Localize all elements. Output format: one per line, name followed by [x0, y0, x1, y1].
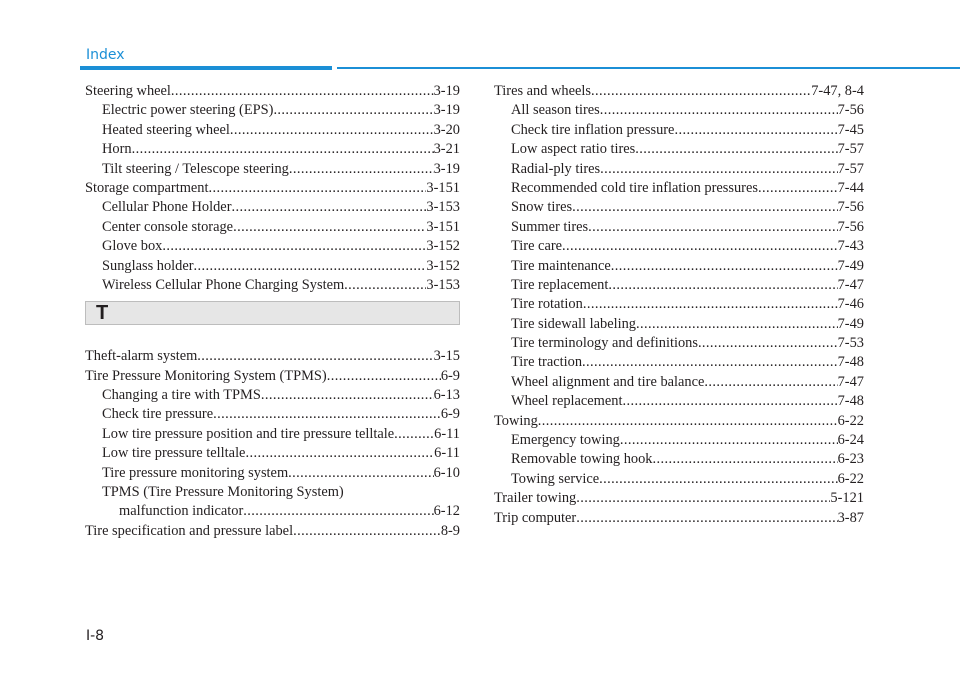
index-subentry [494, 237, 864, 256]
dot-leader [245, 444, 434, 463]
index-entry-text: Tire traction [511, 354, 583, 371]
dot-leader [582, 353, 838, 372]
dot-leader [344, 276, 426, 295]
index-entry-page: 6-11 [434, 445, 460, 462]
index-entry-page: 6-24 [837, 432, 864, 449]
index-subentry [494, 334, 864, 353]
index-entry-page: 6-23 [837, 451, 864, 468]
index-subentry [494, 353, 864, 372]
index-entry-text: Low aspect ratio tires [511, 141, 636, 158]
index-entry-text: Low tire pressure telltale [102, 445, 246, 462]
index-entry-page: 6-12 [433, 503, 460, 520]
dot-leader [327, 367, 441, 386]
index-entry-page: 3-21 [433, 141, 460, 158]
index-entry-continuation [85, 502, 460, 521]
index-entry-page: 7-49 [837, 315, 864, 332]
index-entry-text: Recommended cold tire inflation pressures [511, 179, 758, 196]
dot-leader [572, 198, 837, 217]
index-entry-text: Trailer towing [494, 490, 577, 507]
index-entry-text: Heated steering wheel [102, 121, 230, 138]
dot-leader [583, 295, 838, 314]
index-subentry [85, 405, 460, 424]
index-entry-page: 3-19 [433, 160, 460, 177]
dot-leader [674, 121, 837, 140]
dot-leader [261, 386, 434, 405]
dot-leader [599, 470, 838, 489]
index-subentry [85, 425, 460, 444]
index-subentry [85, 444, 460, 463]
index-entry [494, 412, 864, 431]
section-letter: T [96, 302, 109, 325]
index-entry-page: 7-47, 8-4 [811, 83, 864, 99]
dot-leader [600, 160, 837, 179]
left-entries-group-s [85, 82, 460, 295]
dot-leader [394, 425, 434, 444]
index-entry-text: Emergency towing [511, 432, 620, 449]
index-entry-page: 3-15 [433, 348, 460, 365]
index-entry-page: 3-87 [837, 509, 864, 526]
index-subentry [494, 276, 864, 295]
index-entry-text: Tire maintenance [511, 257, 611, 274]
dot-leader [293, 522, 441, 541]
index-entry-page: 6-9 [440, 367, 460, 384]
index-subentry [85, 276, 460, 295]
dot-leader [213, 405, 441, 424]
index-subentry [494, 160, 864, 179]
index-header-label: Index [86, 47, 125, 63]
dot-leader [162, 237, 426, 256]
index-entry-page: 7-48 [837, 354, 864, 371]
index-entry-page: 7-56 [837, 218, 864, 235]
index-entry-page: 3-152 [426, 257, 460, 274]
index-subentry [494, 315, 864, 334]
index-entry-text: Tires and wheels [494, 83, 591, 99]
index-entry-text: malfunction indicator [119, 503, 244, 520]
dot-leader [538, 412, 838, 431]
dot-leader [232, 198, 427, 217]
index-entry-text: Snow tires [511, 199, 573, 216]
index-entry-text: Wheel replacement [511, 393, 623, 410]
dot-leader [653, 450, 838, 469]
index-entry-text: Theft-alarm system [85, 348, 198, 365]
index-entry-page: 7-45 [837, 121, 864, 138]
index-entry-page: 3-20 [433, 121, 460, 138]
dot-leader [608, 276, 837, 295]
dot-leader [591, 82, 811, 101]
index-entry-text: Trip computer [494, 509, 577, 526]
index-entry [85, 367, 460, 386]
page-number: I-8 [86, 628, 105, 644]
index-subentry [494, 140, 864, 159]
dot-leader [704, 373, 837, 392]
dot-leader [171, 82, 434, 101]
dot-leader [576, 489, 830, 508]
index-subentry [494, 470, 864, 489]
index-entry-page: 7-57 [837, 141, 864, 158]
index-subentry [494, 218, 864, 237]
index-entry-page: 3-151 [426, 218, 460, 235]
index-subentry [85, 140, 460, 159]
index-entry-page: 7-53 [837, 335, 864, 352]
index-entry-text: Towing service [511, 470, 600, 487]
left-index-column [85, 82, 460, 541]
dot-leader [288, 464, 433, 483]
index-subentry [494, 257, 864, 276]
dot-leader [588, 218, 837, 237]
header-rule-thick [80, 66, 332, 70]
dot-leader [243, 502, 433, 521]
index-subentry [494, 179, 864, 198]
index-entry-page: 3-153 [426, 199, 460, 216]
index-subentry [85, 218, 460, 237]
index-entry-page: 5-121 [830, 490, 864, 507]
index-entry-text: Tilt steering / Telescope steering [102, 160, 289, 177]
index-subentry [85, 198, 460, 217]
dot-leader [635, 140, 837, 159]
index-entry-page: 7-56 [837, 199, 864, 216]
index-subentry [494, 431, 864, 450]
index-subentry [494, 101, 864, 120]
index-entry-text: Tire replacement [511, 276, 609, 293]
index-entry-text: Towing [494, 412, 538, 429]
index-entry-text: Wireless Cellular Phone Charging System [102, 276, 345, 293]
index-subentry [494, 198, 864, 217]
dot-leader [273, 101, 433, 120]
index-subentry [85, 121, 460, 140]
index-entry-text: Tire Pressure Monitoring System (TPMS) [85, 367, 327, 384]
index-entry-page: 3-151 [426, 179, 460, 196]
dot-leader [622, 392, 837, 411]
index-entry-text: Check tire inflation pressure [511, 121, 675, 138]
dot-leader [233, 218, 426, 237]
left-entries-group-t [85, 347, 460, 483]
dot-leader [620, 431, 838, 450]
index-entry-text: Radial-ply tires [511, 160, 601, 177]
index-entry [494, 489, 864, 508]
index-entry-page: 3-19 [433, 83, 460, 99]
index-entry-text: Horn [102, 141, 132, 158]
dot-leader [197, 347, 433, 366]
index-entry-text-line1: TPMS (Tire Pressure Monitoring System) [102, 484, 344, 501]
index-subentry [494, 450, 864, 469]
index-entry-page: 8-9 [440, 522, 460, 539]
index-entry-text: Sunglass holder [102, 257, 194, 274]
index-entry [85, 347, 460, 366]
index-entry-page: 3-153 [426, 276, 460, 293]
dot-leader [132, 140, 434, 159]
index-subentry [85, 386, 460, 405]
dot-leader [562, 237, 838, 256]
dot-leader [758, 179, 838, 198]
index-entry-text: All season tires [511, 102, 600, 119]
index-entry-page: 6-11 [434, 425, 460, 442]
index-entry-page: 6-9 [440, 406, 460, 423]
index-entry-page: 3-152 [426, 238, 460, 255]
index-entry-page: 7-48 [837, 393, 864, 410]
index-entry-page: 7-43 [837, 238, 864, 255]
index-subentry [494, 392, 864, 411]
dot-leader [698, 334, 838, 353]
index-entry-text: Tire terminology and definitions [511, 335, 698, 352]
index-entry-page: 7-47 [837, 373, 864, 390]
index-entry-tpms-malfunction [85, 483, 460, 522]
index-entry-text: Tire pressure monitoring system [102, 464, 289, 481]
index-entry-page: 6-10 [433, 464, 460, 481]
index-entry-text: Electric power steering (EPS) [102, 102, 274, 119]
dot-leader [636, 315, 838, 334]
index-entry-text: Center console storage [102, 218, 234, 235]
index-entry-page: 6-22 [837, 412, 864, 429]
index-entry-text: Summer tires [511, 218, 589, 235]
index-entry [85, 179, 460, 198]
index-entry-text: Check tire pressure [102, 406, 214, 423]
dot-leader [576, 509, 837, 528]
index-entry-text: Removable towing hook [511, 451, 653, 468]
index-entry-page: 7-56 [837, 102, 864, 119]
index-entry-text: Glove box [102, 238, 163, 255]
index-entry-text: Low tire pressure position and tire pressure telltale [102, 425, 395, 442]
index-entry-text: Steering wheel [85, 83, 171, 99]
index-entry [494, 82, 864, 101]
dot-leader [611, 257, 838, 276]
index-entry-text: Tire specification and pressure label [85, 522, 294, 539]
index-entry-text: Tire sidewall labeling [511, 315, 636, 332]
index-entry-text: Tire care [511, 238, 563, 255]
index-entry-text: Storage compartment [85, 179, 209, 196]
index-entry-page: 7-46 [837, 296, 864, 313]
index-subentry [85, 257, 460, 276]
index-subentry [85, 101, 460, 120]
index-entry-page: 3-19 [433, 102, 460, 119]
dot-leader [230, 121, 434, 140]
index-subentry [85, 160, 460, 179]
index-entry [85, 82, 460, 101]
index-entry-text: Cellular Phone Holder [102, 199, 232, 216]
index-subentry [85, 237, 460, 256]
index-subentry [494, 121, 864, 140]
index-entry-text: Wheel alignment and tire balance [511, 373, 705, 390]
index-subentry [494, 295, 864, 314]
index-entry-text: Changing a tire with TPMS [102, 387, 261, 404]
dot-leader [289, 160, 434, 179]
index-entry-page: 7-57 [837, 160, 864, 177]
section-header-t [85, 301, 460, 325]
index-subentry [85, 464, 460, 483]
dot-leader [194, 257, 427, 276]
right-index-column [494, 82, 864, 528]
index-entry-page: 7-44 [837, 179, 864, 196]
index-entry-text: Tire rotation [511, 296, 583, 313]
dot-leader [208, 179, 426, 198]
index-entry [494, 509, 864, 528]
index-entry [85, 522, 460, 541]
index-entry-page: 6-13 [433, 387, 460, 404]
index-entry-page: 7-49 [837, 257, 864, 274]
index-subentry [494, 373, 864, 392]
dot-leader [600, 101, 838, 120]
index-entry-page: 7-47 [837, 276, 864, 293]
index-entry-page: 6-22 [837, 470, 864, 487]
header-rule-thin [337, 67, 960, 69]
